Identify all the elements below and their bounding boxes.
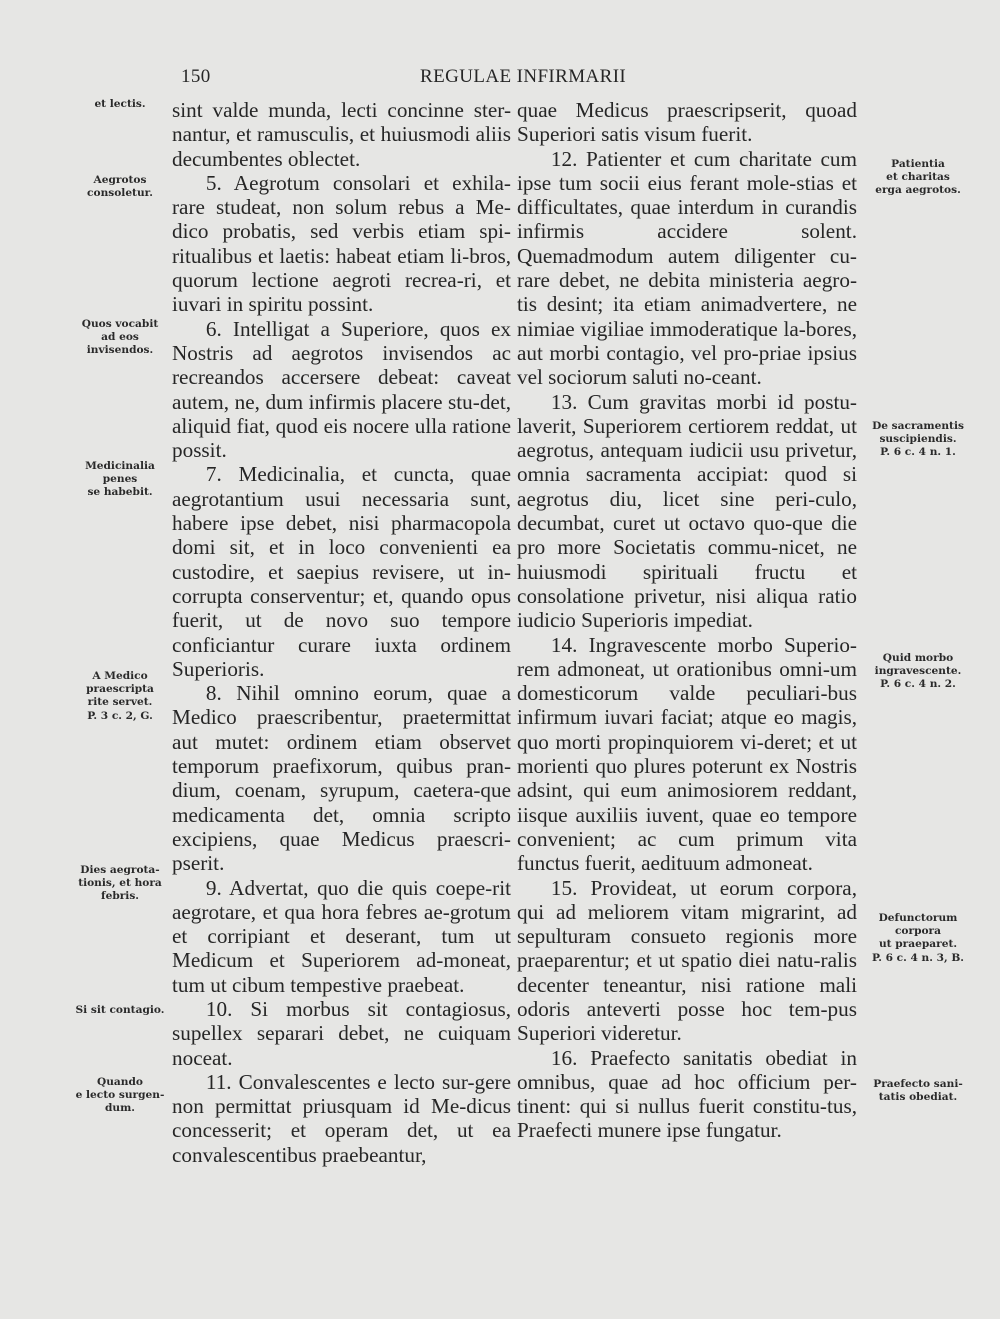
margin-note: Defunctorum corpora ut praeparet. P. 6 c. 4 n. 3, B. bbox=[871, 912, 964, 964]
paragraph: 7. Medicinalia, et cuncta, quae aegrotantium usui necessaria sunt, habere ipse debet, nisi pharmacopola domi sit, et in loco convenienti ea custodire, et saepius revisere, ut in-corrupta conserventur; et, quando opus fuerit, ut de novo suo tempore conficiantur curare iuxta ordinem Superioris. bbox=[172, 462, 511, 681]
margin-note: Dies aegrota- tionis, et hora febris. bbox=[78, 864, 162, 903]
margin-note: A Medico praescripta rite servet. P. 3 c. 2, G. bbox=[86, 670, 154, 722]
paragraph: sint valde munda, lecti concinne ster-nantur, et ramusculis, et huiusmodi aliis decumbentes oblectet. bbox=[172, 98, 511, 171]
paragraph: 8. Nihil omnino eorum, quae a Medico praescribentur, praetermittat aut mutet: ordinem etiam observet temporum praefixorum, quibus pran-dium, coenam, syrupum, caetera-que medicamenta det, omnia scripto excipiens, quae Medicus praescri-pserit. bbox=[172, 681, 511, 876]
paragraph: quae Medicus praescripserit, quoad Superiori satis visum fuerit. bbox=[517, 98, 857, 147]
margin-note: Medicinalia penes se habebit. bbox=[85, 460, 155, 499]
paragraph: 13. Cum gravitas morbi id postu-laverit, Superiorem certiorem reddat, ut aegrotus, antequam iudicii usu privetur, omnia sacramenta accipiat: quod si aegrotus diu, licet sine peri-culo, decumbat, curet ut octavo quo-que die pro more Societatis commu-nicet, ne huiusmodi spirituali fructu et consolatione privetur, nisi aliqua ratio iudicio Superioris impediat. bbox=[517, 389, 857, 633]
margin-note: Aegrotos consoletur. bbox=[87, 174, 153, 200]
paragraph: 12. Patienter et cum charitate cum ipse tum socii eius ferant mole-stias et difficultates, quae interdum in curandis infirmis accidere solent. Quemadmodum autem diligenter cu-rare debet, ne debita ministeria aegro-tis desint; ita etiam animadvertere, ne nimiae vigiliae immoderatique la-bores, aut morbi contagio, vel pro-priae ipsius vel sociorum saluti no-ceant. bbox=[517, 146, 857, 390]
running-title: REGULAE INFIRMARII bbox=[420, 66, 627, 87]
paragraph: 10. Si morbus sit contagiosus, supellex separari debet, ne cuiquam noceat. bbox=[172, 996, 511, 1070]
paragraph: 11. Convalescentes e lecto sur-gere non permittat priusquam id Me-dicus concesserit; et operam det, ut ea convalescentibus praebeantur, bbox=[172, 1069, 511, 1167]
margin-note: Quando e lecto surgen- dum. bbox=[75, 1076, 165, 1115]
paragraph: 16. Praefecto sanitatis obediat in omnibus, quae ad hoc officium per-tinent: qui si nullus fuerit constitu-tus, Praefecti munere ipse fungatur. bbox=[517, 1045, 857, 1143]
margin-note: et lectis. bbox=[94, 98, 146, 110]
margin-note: De sacramentis suscipiendis. P. 6 c. 4 n. 1. bbox=[872, 420, 964, 459]
paragraph: 9. Advertat, quo die quis coepe-rit aegrotare, et qua hora febres ae-grotum et corripiant et deserant, tum ut Medicum et Superiorem ad-moneat, tum ut cibum tempestive praebeat. bbox=[172, 875, 511, 997]
margin-note: Praefecto sani- tatis obediat. bbox=[873, 1078, 963, 1104]
left-text-column bbox=[172, 98, 511, 1167]
paragraph: 6. Intelligat a Superiore, quos ex Nostris ad aegrotos invisendos ac recreandos accersere debeat: caveat autem, ne, dum infirmis placere stu-det, aliquid fiat, quod eis nocere ulla ratione possit. bbox=[172, 316, 511, 463]
margin-note: Quid morbo ingravescente. P. 6 c. 4 n. 2. bbox=[874, 652, 962, 691]
paragraph: 14. Ingravescente morbo Superio-rem admoneat, ut orationibus omni-um domesticorum valde peculiari-bus infirmum iuvari faciat; atque eo magis, quo morti propinquiorem vi-deret; et ut morienti quo plures poterunt ex Nostris adsint, qui eum animosiorem reddant, iisque auxiliis iuvent, quae eo tempore convenient; ac cum primum vita functus fuerit, aedituum admoneat. bbox=[517, 632, 857, 876]
paragraph: 15. Provideat, ut eorum corpora, qui ad meliorem vitam migrarint, ad sepulturam consueto regionis more praeparentur; et ut spatio diei natu-ralis decenter teneantur, nisi ratione mali odoris anteverti posse hoc tem-pus Superiori videretur. bbox=[517, 875, 857, 1046]
right-text-column bbox=[517, 98, 857, 1143]
paragraph: 5. Aegrotum consolari et exhila-rare studeat, non solum rebus a Me-dico probatis, sed verbis etiam spi-ritualibus et laetis: habeat etiam li-bros, quorum lectione aegroti recrea-ri, et iuvari in spiritu possint. bbox=[172, 170, 511, 317]
margin-note: Patientia et charitas erga aegrotos. bbox=[875, 158, 961, 197]
margin-note: Si sit contagio. bbox=[75, 1004, 165, 1016]
margin-note: Quos vocabit ad eos invisendos. bbox=[81, 318, 159, 357]
page-number: 150 bbox=[181, 66, 211, 87]
